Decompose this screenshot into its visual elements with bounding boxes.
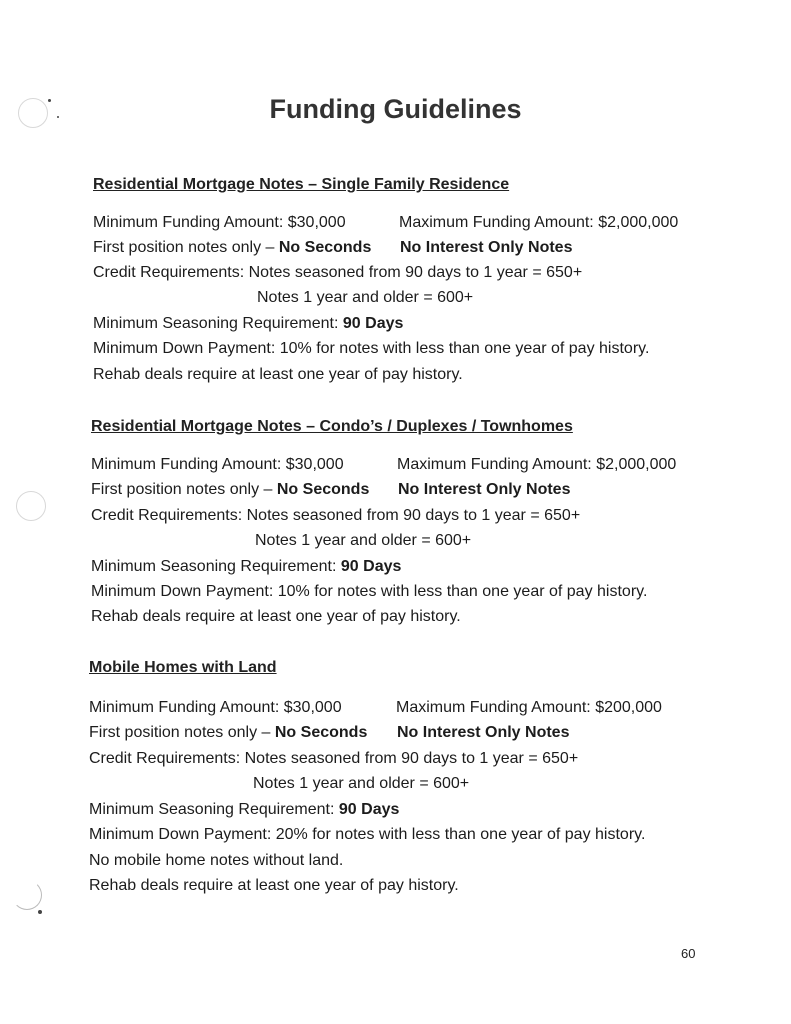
rehab-rule: Rehab deals require at least one year of pay history.	[91, 608, 461, 625]
seasoning-value: 90 Days	[340, 558, 402, 575]
punch-hole-mark	[12, 880, 42, 910]
credit-requirement-1: Credit Requirements: Notes seasoned from 90 days to 1 year = 650+	[89, 750, 579, 767]
max-funding: Maximum Funding Amount: $2,000,000	[397, 456, 677, 473]
section-heading: Residential Mortgage Notes – Condo’s / Duplexes / Townhomes	[91, 418, 573, 435]
max-funding: Maximum Funding Amount: $2,000,000	[399, 214, 679, 231]
credit-requirement-2: Notes 1 year and older = 600+	[257, 289, 474, 306]
page-number: 60	[681, 946, 696, 961]
max-funding: Maximum Funding Amount: $200,000	[396, 699, 662, 716]
down-payment: Minimum Down Payment: 10% for notes with less than one year of pay history.	[93, 340, 650, 357]
min-funding: Minimum Funding Amount: $30,000	[89, 699, 342, 716]
seasoning-value: 90 Days	[338, 801, 400, 818]
credit-requirement-1: Credit Requirements: Notes seasoned from 90 days to 1 year = 650+	[93, 264, 583, 281]
seasoning-value: 90 Days	[342, 315, 404, 332]
scan-speck	[38, 910, 42, 914]
seasoning-requirement	[93, 315, 403, 333]
seasoning-requirement	[91, 558, 401, 576]
down-payment: Minimum Down Payment: 20% for notes with less than one year of pay history.	[89, 826, 646, 843]
position-rule	[89, 724, 367, 742]
seasoning-label: Minimum Seasoning Requirement:	[89, 801, 339, 818]
min-funding: Minimum Funding Amount: $30,000	[93, 214, 346, 231]
interest-only-rule: No Interest Only Notes	[397, 724, 570, 741]
mobile-land-rule: No mobile home notes without land.	[89, 852, 344, 869]
seasoning-label: Minimum Seasoning Requirement:	[91, 558, 341, 575]
down-payment: Minimum Down Payment: 10% for notes with less than one year of pay history.	[91, 583, 648, 600]
position-bold: No Seconds	[274, 724, 368, 741]
section-heading: Residential Mortgage Notes – Single Family Residence	[93, 176, 510, 193]
credit-requirement-2: Notes 1 year and older = 600+	[253, 775, 470, 792]
position-rule	[91, 481, 369, 499]
min-funding: Minimum Funding Amount: $30,000	[91, 456, 344, 473]
position-prefix: First position notes only –	[89, 724, 275, 741]
section-heading: Mobile Homes with Land	[89, 659, 277, 676]
position-prefix: First position notes only –	[91, 481, 277, 498]
interest-only-rule: No Interest Only Notes	[398, 481, 571, 498]
position-rule	[93, 239, 371, 257]
punch-hole-mark	[16, 491, 46, 521]
credit-requirement-2: Notes 1 year and older = 600+	[255, 532, 472, 549]
seasoning-label: Minimum Seasoning Requirement:	[93, 315, 343, 332]
position-bold: No Seconds	[278, 239, 372, 256]
rehab-rule: Rehab deals require at least one year of pay history.	[93, 366, 463, 383]
credit-requirement-1: Credit Requirements: Notes seasoned from 90 days to 1 year = 650+	[91, 507, 581, 524]
seasoning-requirement	[89, 801, 399, 819]
rehab-rule: Rehab deals require at least one year of pay history.	[89, 877, 459, 894]
position-prefix: First position notes only –	[93, 239, 279, 256]
page-title: Funding Guidelines	[269, 94, 522, 124]
position-bold: No Seconds	[276, 481, 370, 498]
interest-only-rule: No Interest Only Notes	[400, 239, 573, 256]
